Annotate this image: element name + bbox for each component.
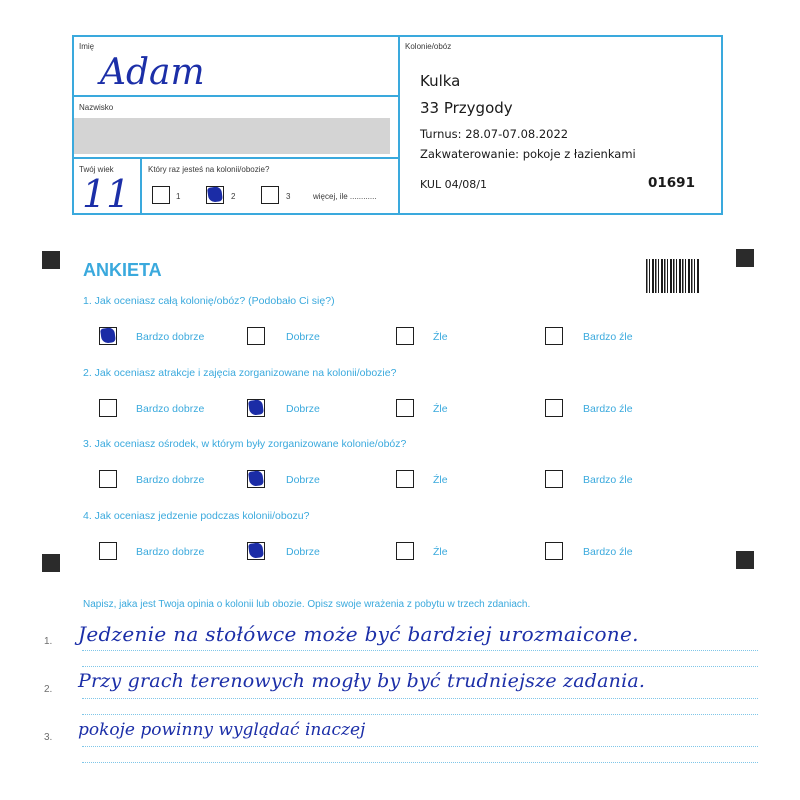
ktory-raz-checkbox-2[interactable] [206, 186, 224, 204]
q2-option-bardzo-dobrze-label: Bardzo dobrze [136, 403, 205, 415]
turnus-value: 28.07-07.08.2022 [465, 127, 569, 141]
q3-option-zle-checkbox[interactable] [396, 470, 414, 488]
registration-mark-bottom-right [736, 551, 754, 569]
q4-option-zle-label: Źle [433, 546, 448, 558]
q2-option-zle-label: Źle [433, 403, 448, 415]
opinion-dotted-line [82, 714, 758, 715]
wiek-value[interactable]: 11 [82, 172, 131, 216]
opinion-line-1[interactable]: Jedzenie na stołówce może być bardziej urozmaicone. [78, 622, 639, 646]
q3-option-bardzo-zle-label: Bardzo źle [583, 474, 633, 486]
q4-option-dobrze-checkbox[interactable] [247, 542, 265, 560]
turnus-label: Turnus: [420, 127, 462, 141]
q3-option-dobrze-label: Dobrze [286, 474, 320, 486]
q2-option-dobrze-label: Dobrze [286, 403, 320, 415]
q2-option-bardzo-zle-checkbox[interactable] [545, 399, 563, 417]
opinion-line-number-2: 2. [44, 684, 53, 695]
registration-mark-top-right [736, 249, 754, 267]
zakwaterowanie-label: Zakwaterowanie: [420, 147, 520, 161]
registration-mark-top-left [42, 251, 60, 269]
camp-program: 33 Przygody [420, 99, 513, 117]
q2-option-bardzo-dobrze-checkbox[interactable] [99, 399, 117, 417]
q3-option-zle-label: Źle [433, 474, 448, 486]
q1-option-bardzo-dobrze-label: Bardzo dobrze [136, 331, 205, 343]
opinion-dotted-line [82, 666, 758, 667]
q4-option-bardzo-dobrze-label: Bardzo dobrze [136, 546, 205, 558]
q3-option-bardzo-zle-checkbox[interactable] [545, 470, 563, 488]
camp-name: Kulka [420, 72, 461, 90]
q1-option-dobrze-label: Dobrze [286, 331, 320, 343]
form-number: 01691 [648, 175, 695, 191]
ktory-raz-option-2: 2 [231, 192, 236, 201]
q3-option-bardzo-dobrze-checkbox[interactable] [99, 470, 117, 488]
turnus-row [420, 127, 568, 141]
q2-option-zle-checkbox[interactable] [396, 399, 414, 417]
q1-option-dobrze-checkbox[interactable] [247, 327, 265, 345]
q3-option-bardzo-dobrze-label: Bardzo dobrze [136, 474, 205, 486]
question-3: 3. Jak oceniasz ośrodek, w którym były zorganizowane kolonie/obóz? [83, 438, 407, 450]
nazwisko-redaction [74, 118, 390, 154]
survey-title: ANKIETA [83, 260, 162, 280]
question-4: 4. Jak oceniasz jedzenie podczas kolonii/obozu? [83, 510, 310, 522]
zakwaterowanie-value: pokoje z łazienkami [522, 147, 636, 161]
opinion-line-number-3: 3. [44, 732, 53, 743]
question-2: 2. Jak oceniasz atrakcje i zajęcia zorganizowane na kolonii/obozie? [83, 367, 397, 379]
opinion-dotted-line [82, 746, 758, 747]
question-1: 1. Jak oceniasz całą kolonię/obóz? (Podobało Ci się?) [83, 295, 335, 307]
q3-option-dobrze-checkbox[interactable] [247, 470, 265, 488]
q2-option-dobrze-checkbox[interactable] [247, 399, 265, 417]
camp-code: KUL 04/08/1 [420, 178, 487, 191]
q1-option-zle-checkbox[interactable] [396, 327, 414, 345]
ktory-raz-option-more[interactable]: więcej, ile ............ [313, 192, 377, 201]
q1-option-bardzo-dobrze-checkbox[interactable] [99, 327, 117, 345]
opinion-dotted-line [82, 762, 758, 763]
barcode [646, 259, 700, 293]
ktory-raz-option-1: 1 [176, 192, 181, 201]
imie-label: Imię [79, 42, 95, 51]
q1-option-bardzo-zle-checkbox[interactable] [545, 327, 563, 345]
q2-option-bardzo-zle-label: Bardzo źle [583, 403, 633, 415]
q1-option-bardzo-zle-label: Bardzo źle [583, 331, 633, 343]
q1-option-zle-label: Źle [433, 331, 448, 343]
registration-mark-bottom-left [42, 554, 60, 572]
opinion-line-number-1: 1. [44, 636, 53, 647]
q4-option-bardzo-dobrze-checkbox[interactable] [99, 542, 117, 560]
wiek-label: Twój wiek [79, 165, 114, 174]
ktory-raz-checkbox-1[interactable] [152, 186, 170, 204]
q4-option-bardzo-zle-label: Bardzo źle [583, 546, 633, 558]
q4-option-zle-checkbox[interactable] [396, 542, 414, 560]
ktory-raz-label: Który raz jesteś na kolonii/obozie? [148, 165, 270, 174]
q4-option-bardzo-zle-checkbox[interactable] [545, 542, 563, 560]
ktory-raz-checkbox-3[interactable] [261, 186, 279, 204]
opinion-line-2[interactable]: Przy grach terenowych mogły by być trudniejsze zadania. [78, 670, 646, 692]
kolonia-label: Kolonie/obóz [405, 42, 452, 51]
opinion-prompt: Napisz, jaka jest Twoja opinia o kolonii lub obozie. Opisz swoje wrażenia z pobytu w trzech zdaniach. [83, 599, 531, 610]
zakwaterowanie-row [420, 147, 636, 161]
opinion-dotted-line [82, 650, 758, 651]
imie-value[interactable]: Adam [100, 52, 205, 93]
q4-option-dobrze-label: Dobrze [286, 546, 320, 558]
opinion-line-3[interactable]: pokoje powinny wyglądać inaczej [78, 720, 366, 740]
nazwisko-label: Nazwisko [79, 103, 114, 112]
ktory-raz-option-3: 3 [286, 192, 291, 201]
opinion-dotted-line [82, 698, 758, 699]
